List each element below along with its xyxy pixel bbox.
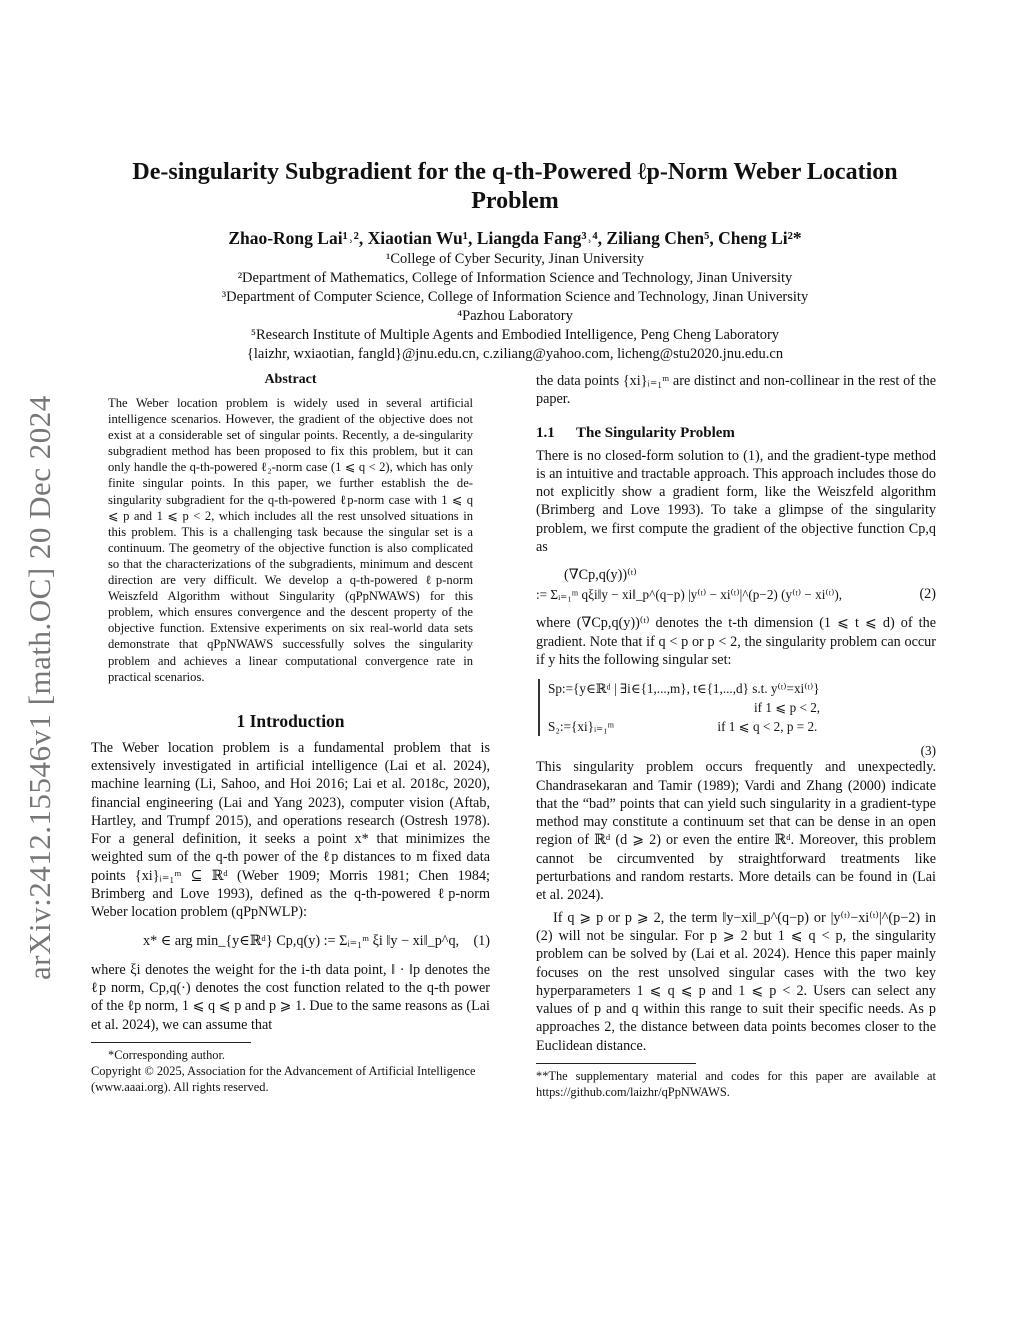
affiliation-4: ⁴Pazhou Laboratory xyxy=(457,308,573,324)
affiliation-1: ¹College of Cyber Security, Jinan University xyxy=(386,251,644,267)
equation-3 xyxy=(538,679,936,759)
singularity-paragraph-3: This singularity problem occurs frequently and unexpectedly. Chandrasekaran and Tamir (1989); Vardi and Zhang (2000) indicate that the “bad” points that can yield such singularity in a gradient-type method may constitute a continuum set that can be dense in an open region of ℝᵈ (d ⩾ 2) or even the entire ℝᵈ. Moreover, this problem cannot be circumvented by straightforward treatments like perturbations and random restarts. More details can be found in (Lai et al. 2024). xyxy=(536,759,936,904)
right-paragraph-0: the data points {xi}ᵢ₌₁ᵐ are distinct and non-collinear in the rest of the paper. xyxy=(536,373,936,408)
singularity-paragraph-2: where (∇Cp,q(y))⁽ᵗ⁾ denotes the t-th dimension (1 ⩽ t ⩽ d) of the gradient. Note that if q < p or p < 2, the singularity problem can occur if y hits the following singular set: xyxy=(536,615,936,668)
introduction-heading: 1 Introduction xyxy=(236,710,345,731)
author-emails: {laizhr, wxiaotian, fangld}@jnu.edu.cn, c.ziliang@yahoo.com, licheng@stu2020.jnu.edu.cn xyxy=(246,346,784,362)
equation-1-number: (1) xyxy=(473,932,490,949)
equation-3-condition-2: if 1 ⩽ q < 2, p = 2. xyxy=(717,719,818,735)
affiliation-5: ⁵Research Institute of Multiple Agents and Embodied Intelligence, Peng Cheng Laboratory xyxy=(250,327,780,343)
subsection-title: The Singularity Problem xyxy=(576,424,735,441)
subsection-heading xyxy=(536,425,936,442)
affiliations xyxy=(100,250,930,364)
equation-2 xyxy=(536,566,936,604)
abstract-heading: Abstract xyxy=(264,372,317,387)
subsection-number: 1.1 xyxy=(536,424,555,441)
footnote-divider xyxy=(91,1042,251,1043)
equation-3-number: (3) xyxy=(920,743,936,759)
intro-paragraph-1: The Weber location problem is a fundamental problem that is extensively investigated in artificial intelligence (Lai et al. 2024), machine learning (Li, Sahoo, and Hoi 2016; Lai et al. 2018c, 2020), financial engineering (Lai and Yang 2023), computer vision (Aftab, Hartley, and Trumpf 2015), and operations research (Ostresh 1978). For a general definition, it seeks a point x* that minimizes the weighted sum of the q-th power of the ℓp distances to m fixed data points {xi}ᵢ₌₁ᵐ ⊆ ℝᵈ (Weber 1909; Morris 1981; Chen 1984; Brimberg and Love 1993), defined as the q-th-powered ℓp-norm Weber location problem (qPpNWLP): xyxy=(91,739,490,921)
affiliation-2: ²Department of Mathematics, College of Information Science and Technology, Jinan University xyxy=(237,270,793,286)
equation-2-number: (2) xyxy=(919,586,936,603)
equation-1 xyxy=(91,932,490,951)
singularity-paragraph-4: If q ⩾ p or p ⩾ 2, the term ‖y−xi‖_p^(q−p) or |y⁽ᵗ⁾−xi⁽ᵗ⁾|^(p−2) in (2) will not be singular. For p ⩾ 2 but 1 ⩽ q < p, the singularity problem can be solved by (Lai et al. 2024). Hence this paper mainly focuses on the rest unsolved singular cases with the two key hyperparameters 1 ⩽ q ⩽ p and 1 ⩽ p < 2. Users can select any values of p and q within this range to suit their specific needs. As p approaches 2, the distance between data points becomes closer to the Euclidean distance. xyxy=(536,909,936,1054)
equation-1-body: x* ∈ arg min_{y∈ℝᵈ} Cp,q(y) := Σᵢ₌₁ᵐ ξi ‖y − xi‖_p^q, xyxy=(143,932,460,949)
author-list: Zhao-Rong Lai¹˒², Xiaotian Wu¹, Liangda Fang³˒⁴, Ziliang Chen⁵, Cheng Li²* xyxy=(228,228,802,248)
equation-2-line-1: (∇Cp,q(y))⁽ᵗ⁾ xyxy=(564,567,637,584)
equation-3-line-2: if 1 ⩽ p < 2, xyxy=(754,700,821,716)
abstract-text: The Weber location problem is widely used in several artificial intelligence scenarios. However, the gradient of the objective does not exist at a considerable set of singular points. Recently, a de-singularity subgradient method has been proposed to fix this problem, but it can only handle the q-th-powered ℓ₂-norm case (1 ⩽ q < 2), which has only finite singular points. In this paper, we further establish the de-singularity subgradient for the q-th-powered ℓp-norm case with 1 ⩽ q ⩽ p and 1 ⩽ p < 2, which includes all the rest unsolved situations in this problem. This is a challenging task because the singular set is a continuum. The geometry of the objective function is also complicated so that the characterizations of the subgradients, minimum and descent direction are very difficult. We develop a q-th-powered ℓp-norm Weiszfeld Algorithm without Singularity (qPpNWAWS) for this problem, which ensures convergence and the descent property of the objective function. Extensive experiments on six real-world data sets demonstrate that qPpNWAWS successfully solves the singularity problem and achieves a linear computational convergence rate in practical scenarios. xyxy=(108,396,473,684)
supplementary-footnote: **The supplementary material and codes for this paper are available at https://github.com/laizhr/qPpNWAWS. xyxy=(536,1069,936,1100)
equation-3-line-1: Sp:={y∈ℝᵈ | ∃i∈{1,...,m}, t∈{1,...,d} s.t. y⁽ᵗ⁾=xi⁽ᵗ⁾} xyxy=(548,681,820,697)
intro-paragraph-2: where ξi denotes the weight for the i-th data point, ‖ · ‖p denotes the ℓp norm, Cp,q(·) denotes the cost function related to the q-th power of the ℓp norm, 1 ⩽ q ⩽ p and p ⩾ 1. Due to the same reasons as (Lai et al. 2024), we can assume that xyxy=(91,961,490,1033)
affiliation-3: ³Department of Computer Science, College of Information Science and Technology, Jinan University xyxy=(221,289,809,305)
singularity-paragraph-1: There is no closed-form solution to (1), and the gradient-type method is an intuitive and tractable approach. This approach includes those do not explicitly show a gradient form, like the Weiszfeld algorithm (Brimberg and Love 1993). To take a glimpse of the singularity problem, we first compute the gradient of the objective function Cp,q as xyxy=(536,447,936,556)
right-column xyxy=(536,372,936,1100)
paper-title: De-singularity Subgradient for the q-th-Powered ℓp-Norm Weber Location Problem xyxy=(132,159,898,214)
equation-3-line-3 xyxy=(548,717,936,736)
equation-3-set-s2: S₂:={xi}ᵢ₌₁ᵐ xyxy=(548,719,615,735)
copyright-notice: Copyright © 2025, Association for the Advancement of Artificial Intelligence (www.aaai.org). All rights reserved. xyxy=(91,1063,476,1094)
right-footnote-divider xyxy=(536,1063,696,1064)
left-column xyxy=(91,372,490,1095)
arxiv-identifier: arXiv:2412.15546v1 [math.OC] 20 Dec 2024 xyxy=(22,395,57,980)
corresponding-author-footnote: *Corresponding author. xyxy=(108,1047,226,1062)
equation-2-line-2: := Σᵢ₌₁ᵐ qξi‖y − xi‖_p^(q−p) |y⁽ᵗ⁾ − xi⁽ᵗ⁾|^(p−2) (y⁽ᵗ⁾ − xi⁽ᵗ⁾), xyxy=(536,587,843,603)
